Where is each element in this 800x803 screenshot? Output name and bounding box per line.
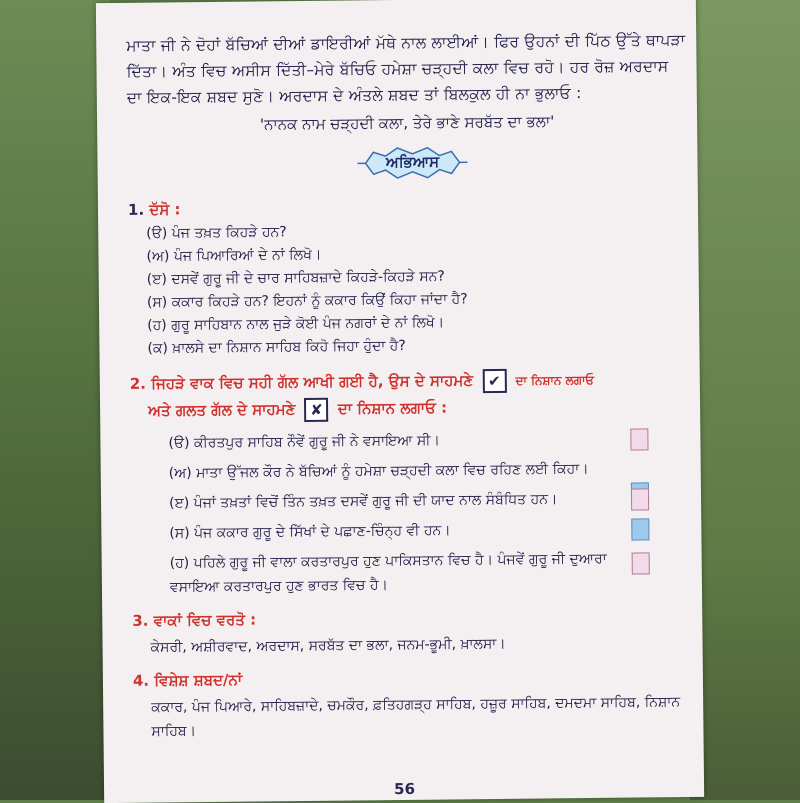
question-4-number: 4. xyxy=(133,672,149,690)
question-2-heading xyxy=(130,365,691,424)
question-3-number: 3. xyxy=(132,612,148,630)
list-item: (ੲ) ਦਸਵੇਂ ਗੁਰੂ ਜੀ ਦੇ ਚਾਰ ਸਾਹਿਬਜ਼ਾਦੇ ਕਿਹੜੇ-ਕਿਹੜੇ ਸਨ? xyxy=(147,263,689,292)
question-3-words: ਕੇਸਰੀ, ਅਸ਼ੀਰਵਾਦ, ਅਰਦਾਸ, ਸਰਬੱਤ ਦਾ ਭਲਾ, ਜਨਮ-ਭੂਮੀ, ਖ਼ਾਲਸਾ। xyxy=(150,630,692,660)
exercise-banner-row xyxy=(127,141,687,191)
ardas-quote: 'ਨਾਨਕ ਨਾਮ ਚੜ੍ਹਦੀ ਕਲਾ, ਤੇਰੇ ਭਾਣੇ ਸਰਬੱਤ ਦਾ ਭਲਾ' xyxy=(127,111,687,135)
statement-row xyxy=(132,546,692,600)
question-1-title: ਦੱਸੋ : xyxy=(149,200,180,218)
statement-text: (ਹ) ਪਹਿਲੇ ਗੁਰੂ ਜੀ ਵਾਲਾ ਕਰਤਾਰਪੁਰ ਹੁਣ ਪਾਕਿਸਤਾਨ ਵਿਚ ਹੈ। ਪੰਜਵੇਂ ਗੁਰੂ ਜੀ ਦੁਆਰਾ ਵਸਾਇਆ ਕਰਤਾਰਪੁਰ ਹੁਣ ਭਾਰਤ ਵਿਚ ਹੈ। xyxy=(170,547,610,600)
question-2-line1-end: ਦਾ ਨਿਸ਼ਾਨ ਲਗਾਓ xyxy=(515,373,594,388)
banner-label: ਅਭਿਆਸ xyxy=(357,152,467,171)
background-right xyxy=(690,0,800,800)
question-2-line2-end: ਦਾ ਨਿਸ਼ਾਨ ਲਗਾਓ : xyxy=(338,399,448,418)
statement-row xyxy=(131,456,691,486)
question-4-words: ਕਕਾਰ, ਪੰਜ ਪਿਆਰੇ, ਸਾਹਿਬਜ਼ਾਦੇ, ਚਮਕੌਰ, ਫ਼ਤਿਹਗੜ੍ਹ ਸਾਹਿਬ, ਹਜ਼ੂਰ ਸਾਹਿਬ, ਦਮਦਮਾ ਸਾਹਿਬ, ਨਿਸ਼ਾਨ ਸਾਹਿਬ। xyxy=(151,690,693,744)
page-number: 56 xyxy=(394,780,415,798)
question-2-number: 2. xyxy=(130,375,146,393)
question-1-number: 1. xyxy=(128,201,144,219)
question-3-title: ਵਾਕਾਂ ਵਿਚ ਵਰਤੋ : xyxy=(154,611,257,630)
statement-text: (ਅ) ਮਾਤਾ ਉੱਜਲ ਕੌਰ ਨੇ ਬੱਚਿਆਂ ਨੂੰ ਹਮੇਸ਼ਾ ਚੜ੍ਹਦੀ ਕਲਾ ਵਿਚ ਰਹਿਣ ਲਈ ਕਿਹਾ। xyxy=(169,457,609,486)
intro-paragraph: ਮਾਤਾ ਜੀ ਨੇ ਦੋਹਾਂ ਬੱਚਿਆਂ ਦੀਆਂ ਡਾਇਰੀਆਂ ਮੱਥੇ ਨਾਲ ਲਾਈਆਂ। ਫਿਰ ਉਹਨਾਂ ਦੀ ਪਿੱਠ ਉੱਤੇ ਥਾਪੜਾ ਦਿੱਤਾ। ਅੰਤ ਵਿਚ ਅਸੀਸ ਦਿੱਤੀ–ਮੇਰੇ ਬੱਚਿਓ ਹਮੇਸ਼ਾ ਚੜ੍ਹਦੀ ਕਲਾ ਵਿਚ ਰਹੋ। ਹਰ ਰੋਜ਼ ਅਰਦਾਸ ਦਾ ਇਕ-ਇਕ ਸ਼ਬਦ ਸੁਣੋ। ਅਰਦਾਸ ਦੇ ਅੰਤਲੇ ਸ਼ਬਦ ਤਾਂ ਬਿਲਕੁਲ ਹੀ ਨਾ ਭੁਲਾਓ : xyxy=(126,27,687,111)
statement-row xyxy=(131,486,691,516)
book-page xyxy=(96,0,704,803)
cross-mark-icon: ✘ xyxy=(304,397,328,421)
statement-row xyxy=(131,516,691,546)
statement-text: (ੳ) ਕੀਰਤਪੁਰ ਸਾਹਿਬ ਨੌਵੇਂ ਗੁਰੂ ਜੀ ਨੇ ਵਸਾਇਆ ਸੀ। xyxy=(168,427,608,456)
list-item: (ਕ) ਖ਼ਾਲਸੇ ਦਾ ਨਿਸ਼ਾਨ ਸਾਹਿਬ ਕਿਹੋ ਜਿਹਾ ਹੁੰਦਾ ਹੈ? xyxy=(147,332,689,361)
list-item: (ਸ) ਕਕਾਰ ਕਿਹੜੇ ਹਨ? ਇਹਨਾਂ ਨੂੰ ਕਕਾਰ ਕਿਉਂ ਕਿਹਾ ਜਾਂਦਾ ਹੈ? xyxy=(147,286,689,315)
question-4-title: ਵਿਸ਼ੇਸ਼ ਸ਼ਬਦ/ਨਾਂ xyxy=(154,671,242,690)
statement-row xyxy=(130,426,690,456)
page-content xyxy=(126,27,693,744)
question-2-line2: ਅਤੇ ਗਲਤ ਗੱਲ ਦੇ ਸਾਹਮਣੇ xyxy=(148,400,295,420)
exercise-banner xyxy=(357,143,467,182)
tick-mark-icon: ✔ xyxy=(482,368,506,392)
answer-box[interactable] xyxy=(630,428,648,450)
question-3-heading xyxy=(132,606,692,630)
statement-text: (ਸ) ਪੰਜ ਕਕਾਰ ਗੁਰੂ ਦੇ ਸਿੱਖਾਂ ਦੇ ਪਛਾਣ-ਚਿੰਨ੍ਹ ਵੀ ਹਨ। xyxy=(169,517,609,546)
question-1-heading xyxy=(128,195,688,219)
statement-text: (ੲ) ਪੰਜਾਂ ਤਖ਼ਤਾਂ ਵਿਚੋਂ ਤਿੰਨ ਤਖ਼ਤ ਦਸਵੇਂ ਗੁਰੂ ਜੀ ਦੀ ਯਾਦ ਨਾਲ ਸੰਬੰਧਿਤ ਹਨ। xyxy=(169,487,609,516)
list-item: (ਹ) ਗੁਰੂ ਸਾਹਿਬਾਨ ਨਾਲ ਜੁੜੇ ਕੋਈ ਪੰਜ ਨਗਰਾਂ ਦੇ ਨਾਂ ਲਿਖੋ। xyxy=(147,309,689,338)
answer-box[interactable] xyxy=(632,552,650,574)
question-2-line1: ਜਿਹੜੇ ਵਾਕ ਵਿਚ ਸਹੀ ਗੱਲ ਆਖੀ ਗਈ ਹੈ, ਉਸ ਦੇ ਸਾਹਮਣੇ xyxy=(151,371,473,392)
list-item: (ਅ) ਪੰਜ ਪਿਆਰਿਆਂ ਦੇ ਨਾਂ ਲਿਖੋ। xyxy=(146,240,688,269)
question-4-heading xyxy=(133,666,693,690)
answer-box[interactable] xyxy=(631,518,649,540)
question-1-list xyxy=(146,217,689,361)
list-item: (ੳ) ਪੰਜ ਤਖ਼ਤ ਕਿਹੜੇ ਹਨ? xyxy=(146,217,688,246)
answer-box[interactable] xyxy=(631,488,649,510)
background-left xyxy=(0,0,110,800)
